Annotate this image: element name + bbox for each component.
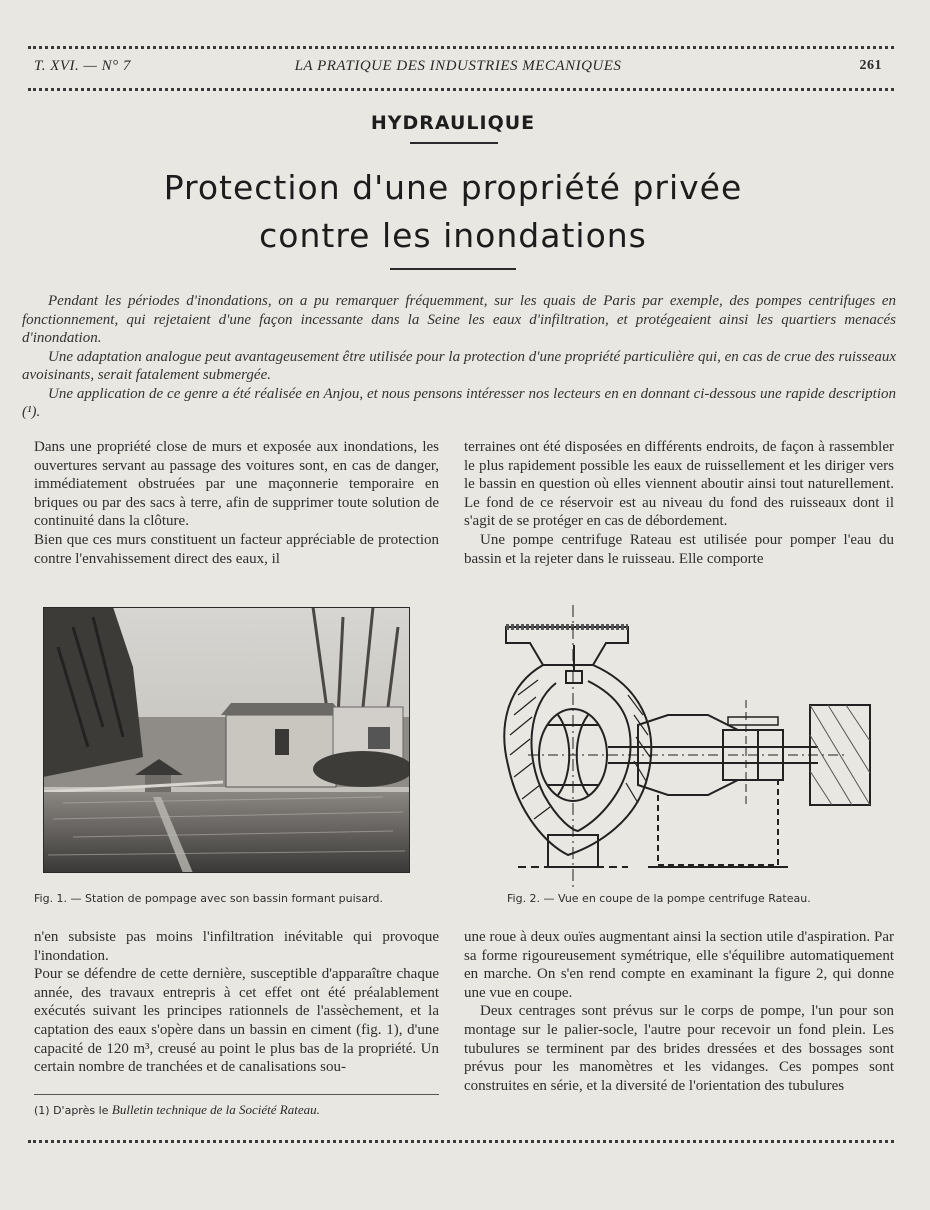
footnote-marker: (1) D'après le	[34, 1104, 109, 1117]
intro-paragraph: Une adaptation analogue peut avantageusement être utilisée pour la protection d'une propriété particulière qui, en cas de crue des ruisseaux avoisinants, serait fatalement submergée.	[22, 348, 896, 383]
body-paragraph: Deux centrages sont prévus sur le corps de pompe, l'un pour son montage sur le palier-socle, l'autre pour recevoir un fond plein. Les tubulures se terminent par des brides dressées et des bossages sont prévus pour les manomètres et les vidanges. Ces pompes sont construites en série, et la diversité de l'orientation des tubulures	[464, 1003, 894, 1094]
footnote-rule	[34, 1094, 439, 1095]
body-paragraph: n'en subsiste pas moins l'infiltration inévitable qui provoque l'inondation.	[34, 929, 439, 964]
intro-paragraph: Une application de ce genre a été réalisée en Anjou, et nous pensons intéresser nos lecteurs en en donnant ci-dessous une rapide description (¹).	[22, 385, 896, 420]
body-paragraph: Dans une propriété close de murs et exposée aux inondations, les ouvertures servant au passage des voitures sont, en cas de danger, immédiatement obstruées par une maçonnerie temporaire en briques ou par des sacs à terre, afin de supprimer toute solution de continuité dans la clôture.	[34, 439, 439, 530]
header-dotted-rule	[28, 88, 894, 91]
title-underline	[390, 268, 516, 270]
body-paragraph: terraines ont été disposées en différents endroits, de façon à rassembler le plus rapidement possible les eaux de ruissellement et les diriger vers le bassin en question où elles viennent aboutir ainsi tout naturellement. Le fond de ce réservoir est au niveau du fond des ruisseaux dont il s'agit de se protéger en cas de débordement.	[464, 439, 894, 530]
running-header	[34, 58, 882, 80]
fig2-caption: Fig. 2. — Vue en coupe de la pompe centrifuge Rateau.	[507, 892, 811, 905]
body-paragraph: une roue à deux ouïes augmentant ainsi la section utile d'aspiration. Par sa forme rigoureusement symétrique, elle s'équilibre automatiquement en marche. On s'en rend compte en examinant la figure 2, qui donne une vue en coupe.	[464, 929, 894, 1001]
fig2-pump-section-drawing	[488, 605, 884, 887]
article-title-line2: contre les inondations	[259, 216, 647, 255]
body-paragraph: Bien que ces murs constituent un facteur appréciable de protection contre l'envahissement direct des eaux, il	[34, 531, 439, 567]
fig1-caption: Fig. 1. — Station de pompage avec son bassin formant puisard.	[34, 892, 383, 905]
column-left-top	[34, 438, 439, 568]
intro-paragraphs	[22, 292, 896, 422]
column-right-bottom	[464, 928, 894, 1095]
footnote-source: Bulletin technique de la Société Rateau.	[111, 1102, 320, 1117]
column-right-top	[464, 438, 894, 568]
section-heading: HYDRAULIQUE	[370, 112, 536, 134]
top-dotted-rule	[28, 46, 894, 49]
intro-paragraph: Pendant les périodes d'inondations, on a pu remarquer fréquemment, sur les quais de Paris par exemple, des pompes centrifuges en fonctionnement, qui rejetaient d'une façon incessante dans la Seine les eaux d'infiltration, et protégeaient ainsi les quartiers menacés d'inondation.	[22, 293, 896, 346]
page-number: 261	[859, 58, 882, 73]
body-paragraph: Pour se défendre de cette dernière, susceptible d'apparaître chaque année, des travaux entrepris à cet effet ont été préalablement exécutés suivant les principes rationnels de l'assèchement, et la captation des eaux s'opère dans un bassin en ciment (fig. 1), d'une capacité de 120 m³, creusé au point le plus bas de la propriété. Un certain nombre de tranchées et de canalisations sou-	[34, 966, 439, 1076]
fig1-photograph	[43, 607, 410, 873]
article-title-line1: Protection d'une propriété privée	[163, 168, 743, 207]
footnote	[34, 1102, 320, 1118]
section-underline	[410, 142, 498, 144]
bottom-dotted-rule	[28, 1140, 894, 1143]
body-paragraph: Une pompe centrifuge Rateau est utilisée pour pomper l'eau du bassin et la rejeter dans le ruisseau. Elle comporte	[464, 531, 894, 567]
column-left-bottom	[34, 928, 439, 1077]
issue-label: T. XVI. — N° 7	[34, 58, 131, 74]
journal-title: LA PRATIQUE DES INDUSTRIES MECANIQUES	[294, 58, 622, 74]
